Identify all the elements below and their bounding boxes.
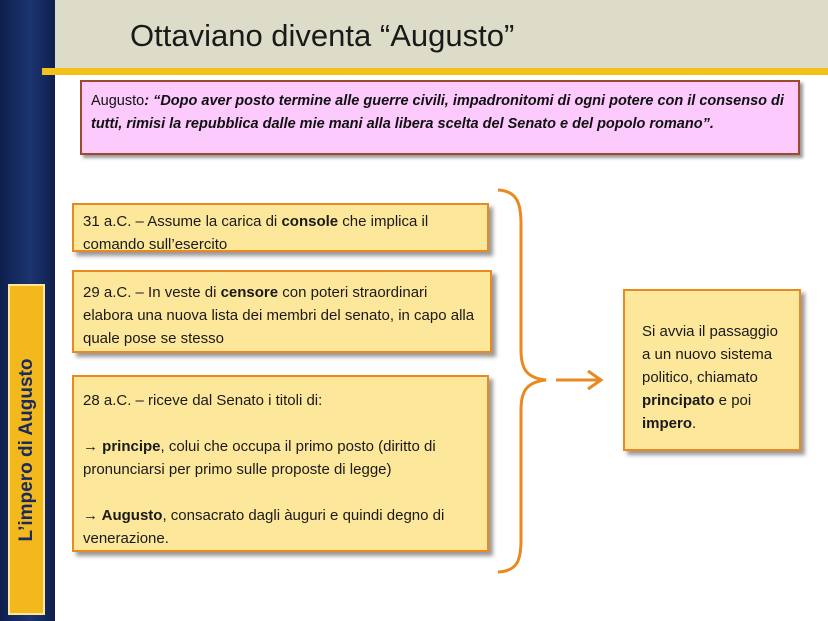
curly-brace-icon xyxy=(498,190,546,572)
result-prefix: Si avvia il passaggio a un nuovo sistema politico, chiamato xyxy=(642,323,778,386)
quote-speaker: Augusto xyxy=(91,93,145,109)
page-title: Ottaviano diventa “Augusto” xyxy=(130,18,515,53)
event-31bc-key: console xyxy=(281,213,339,230)
title-principe-key: principe xyxy=(102,438,161,455)
quote-text: : “Dopo aver posto termine alle guerre civili, impadronitomi di ogni potere con il consenso di tutti, rimisi la repubblica dalle mie mani alla libera scelta del Senato e del popolo romano”. xyxy=(91,93,784,132)
result-middle: e poi xyxy=(714,392,752,409)
result-suffix: . xyxy=(692,415,697,432)
event-29bc-suffix: con poteri straordinari elabora una nuova lista dei membri del senato, in capo alla quale pose se stesso xyxy=(83,284,475,347)
event-31bc-suffix: che implica il comando sull’esercito xyxy=(83,213,429,253)
result-impero: impero xyxy=(642,415,693,432)
result-principato: principato xyxy=(642,392,715,409)
event-28bc-intro: 28 a.C. – riceve dal Senato i titoli di: xyxy=(83,392,323,409)
section-label: L’impero di Augusto xyxy=(15,358,37,541)
title-augusto-text: , consacrato dagli àuguri e quindi degno di venerazione. xyxy=(83,507,445,547)
arrow-right-icon: → xyxy=(83,438,103,455)
event-29bc-prefix: 29 a.C. – In veste di xyxy=(83,284,221,301)
title-principe-text: , colui che occupa il primo posto (diritto di pronunciarsi per primo sulle proposte di legge) xyxy=(83,438,436,478)
result-box xyxy=(623,289,801,451)
event-29bc-key: censore xyxy=(220,284,279,301)
title-augusto-key: Augusto xyxy=(101,507,163,524)
arrow-right-icon: → xyxy=(83,507,102,524)
event-31bc-prefix: 31 a.C. – Assume la carica di xyxy=(83,213,282,230)
